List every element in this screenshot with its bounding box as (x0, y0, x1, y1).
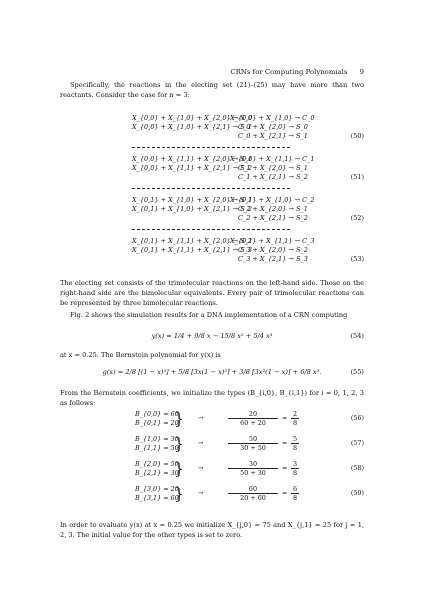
equals-sign: = (282, 414, 288, 422)
bimolecular-reaction: C_0 + X_{2,0} → S_0 (238, 123, 308, 131)
paragraph-electing-set: The electing set consists of the trimolecular reactions on the left-hand side. Those on the right-hand side are the bimolecular equivalents. Every pair of trimolecular reactions can be represented by three bimolecular reactions. (60, 279, 364, 308)
numerator: 20 (228, 410, 278, 419)
result-fraction (291, 410, 299, 427)
trimolecular-reaction: X_{0,1} + X_{1,1} + X_{2,0} → S_2 (132, 237, 253, 245)
result-denominator: 8 (292, 469, 298, 477)
implies-arrow: → (198, 414, 204, 422)
result-denominator: 8 (292, 444, 298, 452)
group-separator (132, 229, 290, 230)
implies-arrow: → (198, 439, 204, 447)
paragraph-bernstein-intro: at x = 0.25. The Bernstein polynomial for y(x) is (60, 351, 221, 359)
result-numerator: 2 (292, 410, 298, 418)
bernstein-equation-number: (59) (350, 489, 364, 497)
equation-55 (60, 368, 364, 376)
ratio-fraction (228, 410, 278, 427)
denominator: 20 + 60 (240, 494, 266, 502)
trimolecular-reaction: X_{0,1} + X_{1,0} + X_{2,1} → S_2 (132, 205, 253, 213)
result-fraction (291, 485, 299, 502)
numerator: 60 (228, 485, 278, 494)
equals-sign: = (282, 439, 288, 447)
b0-value: B_{2,0} = 50 (135, 460, 179, 468)
result-fraction (291, 435, 299, 452)
equation-54 (60, 332, 364, 340)
ratio-fraction (228, 485, 278, 502)
result-numerator: 3 (292, 460, 298, 468)
implies-arrow: → (198, 464, 204, 472)
equals-sign: = (282, 464, 288, 472)
trimolecular-reaction: X_{0,0} + X_{1,0} + X_{2,1} → S_1 (132, 123, 253, 131)
implies-arrow: → (198, 489, 204, 497)
paragraph-fig-reference: Fig. 2 shows the simulation results for a DNA implementation of a CRN computing (70, 311, 348, 319)
trimolecular-reaction: X_{0,0} + X_{1,1} + X_{2,1} → S_2 (132, 164, 253, 172)
paragraph-initialize-types: From the Bernstein coefficients, we initialize the types (B_{i,0}, B_{i,1}) for i = 0, 1, 2, 3 as follows: (60, 389, 364, 408)
group-separator (132, 147, 290, 148)
paragraph-evaluate: In order to evaluate y(x) at x = 0.25 we initialize X_{j,0} = 75 and X_{j,1} = 25 for j = 1, 2, 3. The initial value for the other types is set to zero. (60, 521, 364, 540)
reaction-equation-number: (53) (350, 255, 364, 263)
bimolecular-reaction: C_1 + X_{2,0} → S_1 (238, 164, 308, 172)
b1-value: B_{0,1} = 20 (135, 419, 179, 427)
trimolecular-reaction: X_{0,0} + X_{1,1} + X_{2,0} → S_1 (132, 155, 253, 163)
equation-55-number: (55) (350, 368, 364, 376)
denominator: 30 + 50 (240, 444, 266, 452)
trimolecular-reaction: X_{0,0} + X_{1,0} + X_{2,0} → S_0 (132, 114, 253, 122)
reaction-equation-number: (52) (350, 214, 364, 222)
reaction-sets (60, 114, 364, 278)
b0-value: B_{3,0} = 20 (135, 485, 179, 493)
b1-value: B_{1,1} = 50 (135, 444, 179, 452)
result-numerator: 5 (292, 435, 298, 443)
bernstein-row (60, 410, 364, 430)
b1-value: B_{3,1} = 60 (135, 494, 179, 502)
bimolecular-reaction: C_1 + X_{2,1} → S_2 (238, 173, 308, 181)
bimolecular-reaction: C_3 + X_{2,0} → S_2 (238, 246, 308, 254)
bimolecular-reaction: X_{0,0} + X_{1,1} → C_1 (230, 155, 315, 163)
equation-54-number: (54) (350, 332, 364, 340)
bimolecular-reaction: C_3 + X_{2,1} → S_3 (238, 255, 308, 263)
ratio-fraction (228, 460, 278, 477)
intro-paragraph: Specifically, the reactions in the electing set (21)–(25) may have more than two reactants. Consider the case for n = 3: (60, 81, 364, 100)
trimolecular-reaction: X_{0,1} + X_{1,1} + X_{2,1} → S_3 (132, 246, 253, 254)
trimolecular-reaction: X_{0,1} + X_{1,0} + X_{2,0} → S_1 (132, 196, 253, 204)
bimolecular-reaction: C_2 + X_{2,1} → S_2 (238, 214, 308, 222)
result-denominator: 8 (292, 419, 298, 427)
page-number: 9 (359, 68, 364, 76)
right-brace-icon: } (174, 434, 185, 453)
bernstein-row (60, 435, 364, 455)
reaction-equation-number: (51) (350, 173, 364, 181)
result-fraction (291, 460, 299, 477)
bimolecular-reaction: X_{0,1} + X_{1,0} → C_2 (230, 196, 315, 204)
bernstein-equation-number: (58) (350, 464, 364, 472)
b0-value: B_{0,0} = 60 (135, 410, 179, 418)
ratio-fraction (228, 435, 278, 452)
result-numerator: 6 (292, 485, 298, 493)
right-brace-icon: } (174, 459, 185, 478)
bimolecular-reaction: X_{0,0} + X_{1,0} → C_0 (230, 114, 315, 122)
reaction-equation-number: (50) (350, 132, 364, 140)
bernstein-equation-number: (57) (350, 439, 364, 447)
equals-sign: = (282, 489, 288, 497)
equation-55-body: g(x) = 2/8 [(1 − x)³] + 5/8 [3x(1 − x)²] + 3/8 [3x²(1 − x)] + 6/8 x³. (102, 368, 322, 376)
right-brace-icon: } (174, 484, 185, 503)
b0-value: B_{1,0} = 30 (135, 435, 179, 443)
numerator: 30 (228, 460, 278, 469)
bimolecular-reaction: C_0 + X_{2,1} → S_1 (238, 132, 308, 140)
right-brace-icon: } (174, 409, 185, 428)
b1-value: B_{2,1} = 30 (135, 469, 179, 477)
equation-54-body: y(x) = 1/4 + 9/8 x − 15/8 x² + 5/4 x³ (151, 332, 273, 340)
bernstein-row (60, 460, 364, 480)
group-separator (132, 188, 290, 189)
denominator: 60 + 20 (240, 419, 266, 427)
running-header (60, 68, 364, 76)
result-denominator: 8 (292, 494, 298, 502)
header-title: CRNs for Computing Polynomials (230, 68, 348, 76)
denominator: 50 + 30 (240, 469, 266, 477)
bimolecular-reaction: C_2 + X_{2,0} → S_1 (238, 205, 308, 213)
numerator: 50 (228, 435, 278, 444)
bernstein-row (60, 485, 364, 505)
bimolecular-reaction: X_{0,1} + X_{1,1} → C_3 (230, 237, 315, 245)
bernstein-equation-number: (56) (350, 414, 364, 422)
